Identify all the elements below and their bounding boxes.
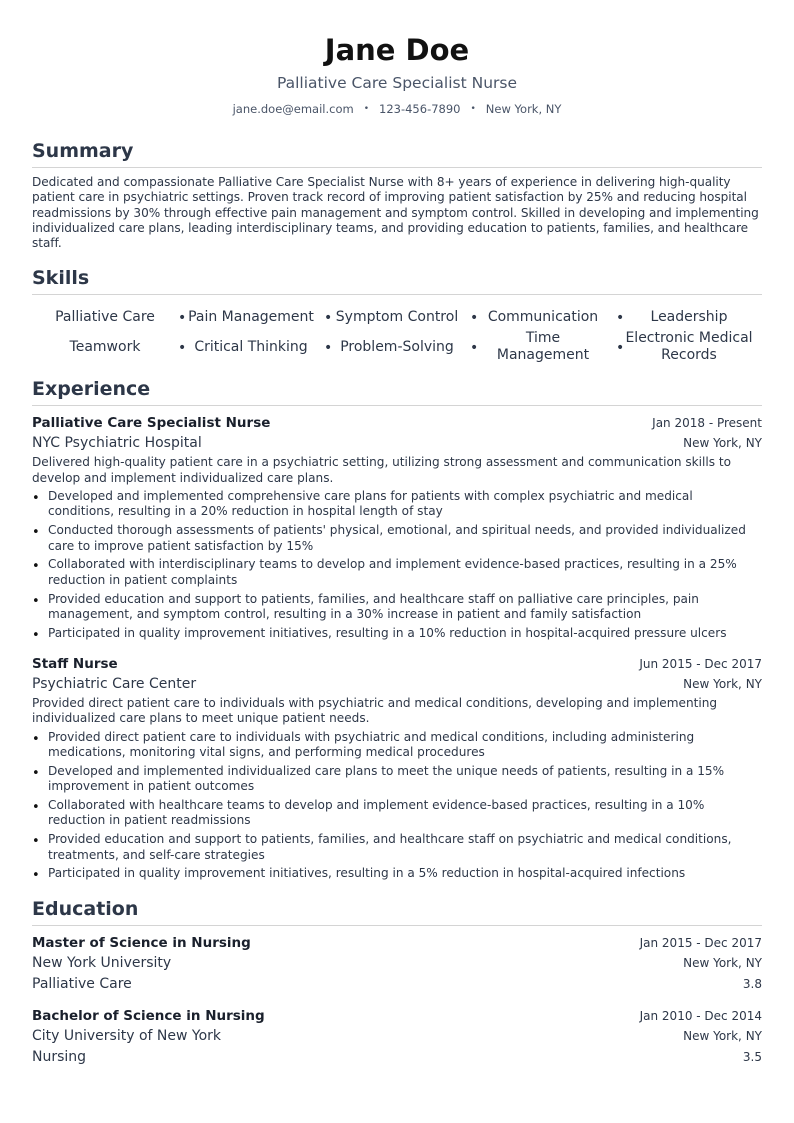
education-field: Nursing [32, 1048, 87, 1065]
education-dates: Jan 2010 - Dec 2014 [639, 1008, 762, 1023]
skill-item: Palliative Care [55, 308, 155, 325]
skill-item: • Critical Thinking [178, 332, 324, 362]
skill-item: • Problem-Solving [324, 332, 470, 362]
contact-phone: 123-456-7890 [379, 102, 461, 116]
summary-text: Dedicated and compassionate Palliative Care Specialist Nurse with 8+ years of experience in delivering high-quality patient care in psychiatric settings. Proven track record of improving patient satisfaction by 25% and reducing hospital readmissions by 30% through effective pain management and symptom control. Skilled in developing and implementing individualized care plans, leading interdisciplinary teams, and providing education to patients, families, and healthcare staff. [32, 175, 759, 251]
job-role: Palliative Care Specialist Nurse [32, 415, 271, 432]
contact-email: jane.doe@email.com [232, 102, 354, 116]
contact-separator: • [470, 104, 476, 114]
job-bullet: • Developed and implemented comprehensive care plans for patients with complex psychiatric and medical conditions, resulting in a 20% reduction in hospital length of stay [32, 489, 762, 520]
job-bullet: • Developed and implemented individualized care plans to meet the unique needs of patients, resulting in a 15% improvement in patient outcomes [32, 764, 762, 795]
job-bullet: • Participated in quality improvement initiatives, resulting in a 10% reduction in hospital-acquired pressure ulcers [32, 626, 762, 641]
skill-item: • Communication [470, 302, 616, 332]
job-location: New York, NY [683, 436, 762, 451]
education-location: New York, NY [683, 1028, 762, 1043]
job-bullets [32, 730, 762, 882]
job-bullet: • Provided education and support to patients, families, and healthcare staff on palliative care principles, pain management, and symptom control, resulting in a 30% increase in patient and family satisfaction [32, 592, 762, 623]
job-bullet: • Collaborated with interdisciplinary teams to develop and implement evidence-based practices, resulting in a 25% reduction in patient complaints [32, 557, 762, 588]
education-degree: Master of Science in Nursing [32, 934, 251, 951]
job-bullet: • Participated in quality improvement initiatives, resulting in a 5% reduction in hospital-acquired infections [32, 866, 762, 881]
education-gpa: 3.5 [742, 1049, 762, 1064]
candidate-title: Palliative Care Specialist Nurse [276, 74, 518, 92]
contact-separator: • [363, 104, 370, 114]
job-description: Provided direct patient care to individuals with psychiatric and medical conditions, developing and implementing individualized care plans to meet unique patient needs. [32, 696, 718, 726]
skill-item: • Leadership [616, 302, 762, 332]
skill-item: • Pain Management [178, 302, 324, 332]
skill-item: • Symptom Control [324, 302, 470, 332]
job-description: Delivered high-quality patient care in a psychiatric setting, utilizing strong assessment and communication skills to develop and implement individualized care plans. [32, 455, 732, 485]
job-entry [32, 414, 762, 641]
education-entry [32, 934, 762, 995]
education-school: City University of New York [32, 1027, 222, 1044]
resume-header [32, 32, 762, 117]
job-dates: Jan 2018 - Present [652, 416, 762, 431]
education-school: New York University [32, 954, 172, 971]
job-dates: Jun 2015 - Dec 2017 [639, 657, 762, 672]
education-entry [32, 1007, 762, 1068]
summary-section [32, 138, 762, 251]
skill-item: • Time Management [470, 332, 616, 362]
job-bullet: • Collaborated with healthcare teams to develop and implement evidence-based practices, resulting in a 10% reduction in patient readmissions [32, 798, 762, 829]
skills-grid [32, 302, 762, 362]
job-bullet: • Provided education and support to patients, families, and healthcare staff on psychiatric and medical conditions, treatments, and self-care strategies [32, 832, 762, 863]
skill-item: • Electronic Medical Records [616, 332, 762, 362]
skills-section [32, 265, 762, 362]
job-role: Staff Nurse [32, 656, 118, 673]
education-degree: Bachelor of Science in Nursing [32, 1007, 265, 1024]
education-location: New York, NY [683, 955, 762, 970]
job-location: New York, NY [683, 677, 762, 692]
contact-line [32, 101, 762, 117]
job-entry [32, 655, 762, 882]
contact-location: New York, NY [485, 102, 562, 116]
section-title-summary: Summary [32, 138, 762, 168]
skill-item: Teamwork [69, 338, 141, 355]
education-section [32, 896, 762, 1068]
education-gpa: 3.8 [742, 976, 762, 991]
job-bullet: • Conducted thorough assessments of patients' physical, emotional, and spiritual needs, and provided individualized care to improve patient satisfaction by 15% [32, 523, 762, 554]
job-bullets [32, 489, 762, 641]
job-organization: Psychiatric Care Center [32, 676, 197, 693]
job-bullet: • Provided direct patient care to individuals with psychiatric and medical conditions, including administering medications, monitoring vital signs, and performing medical procedures [32, 730, 762, 761]
education-field: Palliative Care [32, 975, 132, 992]
section-title-experience: Experience [32, 376, 762, 406]
experience-section [32, 376, 762, 881]
section-title-skills: Skills [32, 265, 762, 295]
job-organization: NYC Psychiatric Hospital [32, 435, 202, 452]
education-dates: Jan 2015 - Dec 2017 [639, 935, 762, 950]
section-title-education: Education [32, 896, 762, 926]
candidate-name: Jane Doe [324, 33, 470, 67]
